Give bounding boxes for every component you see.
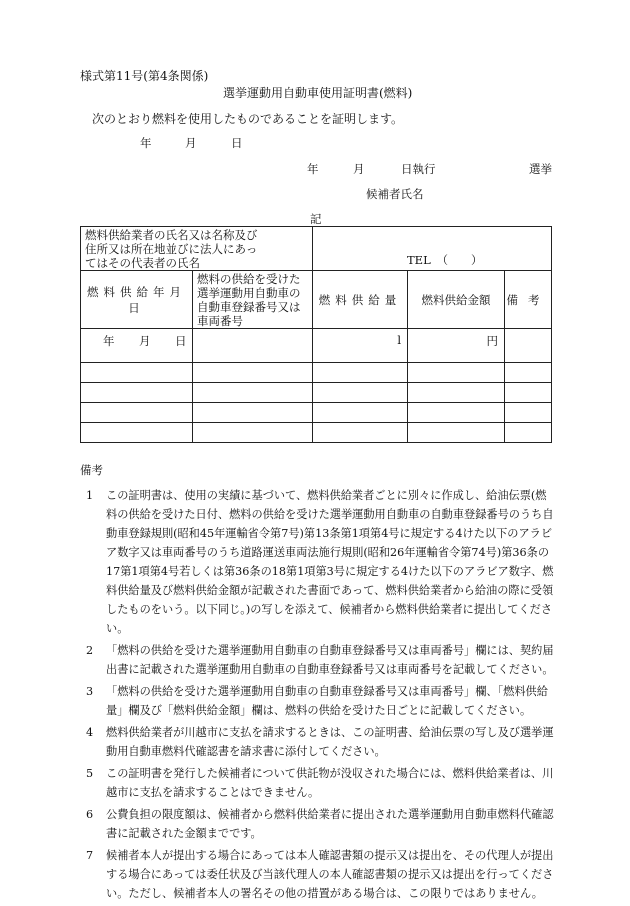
note-number: 5 <box>86 767 94 780</box>
row-month: 月 <box>139 334 151 348</box>
cell[interactable] <box>408 383 505 403</box>
note-text: 燃料供給業者が川越市に支払を請求するときは、この証明書、給油伝票の写し及び選挙運動用自動車燃料代確認書を請求書に添付してください。 <box>106 726 554 758</box>
row-day: 日 <box>175 334 187 348</box>
cell[interactable] <box>81 383 193 403</box>
supplier-label-cell <box>81 227 313 271</box>
ki-label: 記 <box>310 212 322 226</box>
note-number: 2 <box>86 644 94 657</box>
note-item <box>80 805 555 843</box>
row-amount-cell[interactable] <box>313 329 408 363</box>
cell[interactable] <box>81 423 193 443</box>
row-remarks-cell[interactable] <box>505 329 552 363</box>
cell[interactable] <box>81 403 193 423</box>
cell[interactable] <box>193 403 313 423</box>
supplier-label-line: てはその代表者の氏名 <box>85 255 200 270</box>
cell[interactable] <box>313 403 408 423</box>
cell[interactable] <box>193 383 313 403</box>
cert-date-month: 月 <box>185 136 197 150</box>
note-text: 「燃料の供給を受けた選挙運動用自動車の自動車登録番号又は車両番号」欄には、契約届出書に記載された選挙運動用自動車の自動車登録番号又は車両番号を記載してください。 <box>106 644 554 676</box>
note-item <box>80 682 555 720</box>
document-title: 選挙運動用自動車使用証明書(燃料) <box>223 86 413 100</box>
table-row <box>81 403 552 423</box>
note-item <box>80 846 555 903</box>
notes-heading: 備考 <box>80 463 103 477</box>
row-registration-cell[interactable] <box>193 329 313 363</box>
note-number: 3 <box>86 685 94 698</box>
note-number: 1 <box>86 489 94 502</box>
tel-label: TEL （ ） <box>407 253 483 267</box>
form-number: 様式第11号(第4条関係) <box>80 69 209 83</box>
election-day-exec: 日執行 <box>401 162 436 176</box>
note-item <box>80 641 555 679</box>
header-registration-line: 車両番号 <box>197 313 243 328</box>
note-text: 「燃料の供給を受けた選挙運動用自動車の自動車登録番号又は車両番号」欄、「燃料供給量」欄及び「燃料供給金額」欄は、燃料の供給を受けた日ごとに記載してください。 <box>106 685 548 717</box>
note-item <box>80 764 555 802</box>
cell[interactable] <box>313 423 408 443</box>
note-number: 6 <box>86 808 94 821</box>
header-remarks: 備考 <box>505 271 552 329</box>
cell[interactable] <box>81 363 193 383</box>
cell[interactable] <box>505 363 552 383</box>
cell[interactable] <box>193 423 313 443</box>
unit-liter: l <box>397 333 401 347</box>
supplier-label-line: 燃料供給業者の氏名又は名称及び <box>85 227 258 242</box>
cell[interactable] <box>193 363 313 383</box>
cert-date-day: 日 <box>231 136 243 150</box>
cell[interactable] <box>505 423 552 443</box>
cell[interactable] <box>313 363 408 383</box>
row-date-cell[interactable] <box>81 329 193 363</box>
note-text: 候補者本人が提出する場合にあっては本人確認書類の提示又は提出を、その代理人が提出する場合にあっては委任状及び当該代理人の本人確認書類の提示又は提出を行ってください。ただし、候補者本人の署名その他の措置がある場合は、この限りではありません。 <box>106 849 554 900</box>
election-name: 選挙 <box>529 162 552 176</box>
supplier-input-cell[interactable] <box>313 227 552 271</box>
election-month: 月 <box>353 162 365 176</box>
cell[interactable] <box>408 363 505 383</box>
fuel-table <box>80 226 552 443</box>
cell[interactable] <box>505 383 552 403</box>
note-number: 4 <box>86 726 94 739</box>
row-year: 年 <box>103 334 115 348</box>
unit-yen: 円 <box>486 334 498 348</box>
header-registration-line: 選挙運動用自動車の <box>197 285 301 300</box>
cert-date-year: 年 <box>140 136 152 150</box>
candidate-name-label: 候補者氏名 <box>366 187 424 201</box>
header-registration-line: 自動車登録番号又は <box>197 299 301 314</box>
table-row <box>81 363 552 383</box>
header-date: 燃料供給年月日 <box>81 271 193 329</box>
header-registration-line: 燃料の供給を受けた <box>197 271 301 286</box>
table-row <box>81 423 552 443</box>
cell[interactable] <box>408 423 505 443</box>
note-text: この証明書を発行した候補者について供託物が没収された場合には、燃料供給業者は、川越市に支払を請求することはできません。 <box>106 767 554 799</box>
cell[interactable] <box>313 383 408 403</box>
cell[interactable] <box>408 403 505 423</box>
note-item <box>80 486 555 638</box>
note-number: 7 <box>86 849 94 862</box>
table-row <box>81 383 552 403</box>
cell[interactable] <box>505 403 552 423</box>
header-amount: 燃料供給量 <box>313 271 408 329</box>
election-year: 年 <box>307 162 319 176</box>
note-text: 公費負担の限度額は、候補者から燃料供給業者に提出された選挙運動用自動車燃料代確認書に記載された金額までです。 <box>106 808 554 840</box>
note-text: この証明書は、使用の実績に基づいて、燃料供給業者ごとに別々に作成し、給油伝票(燃料の供給を受けた日付、燃料の供給を受けた選挙運動用自動車の自動車登録番号のうち自動車登録規則(昭和45年運輸省令第7号)第13条第1項第4号に規定する4けた以下のアラビア数字又は車両番号のうち道路運送車両法施行規則(昭和26年運輸省令第74号)第36条の17第1項第4号若しくは第36条の18第1項第3号に規定する4けた以下のアラビア数字、燃料供給量及び燃料供給金額が記載された書面であって、燃料供給業者から給油の際に受領したものをいう。以下同じ。)の写しを添えて、候補者から燃料供給業者に提出してください。 <box>106 489 554 635</box>
intro-text: 次のとおり燃料を使用したものであることを証明します。 <box>92 112 404 126</box>
header-price: 燃料供給金額 <box>408 271 505 329</box>
row-price-cell[interactable] <box>408 329 505 363</box>
header-registration <box>193 271 313 329</box>
supplier-label-line: 住所又は所在地並びに法人にあっ <box>85 241 258 256</box>
notes-list <box>80 486 555 906</box>
note-item <box>80 723 555 761</box>
